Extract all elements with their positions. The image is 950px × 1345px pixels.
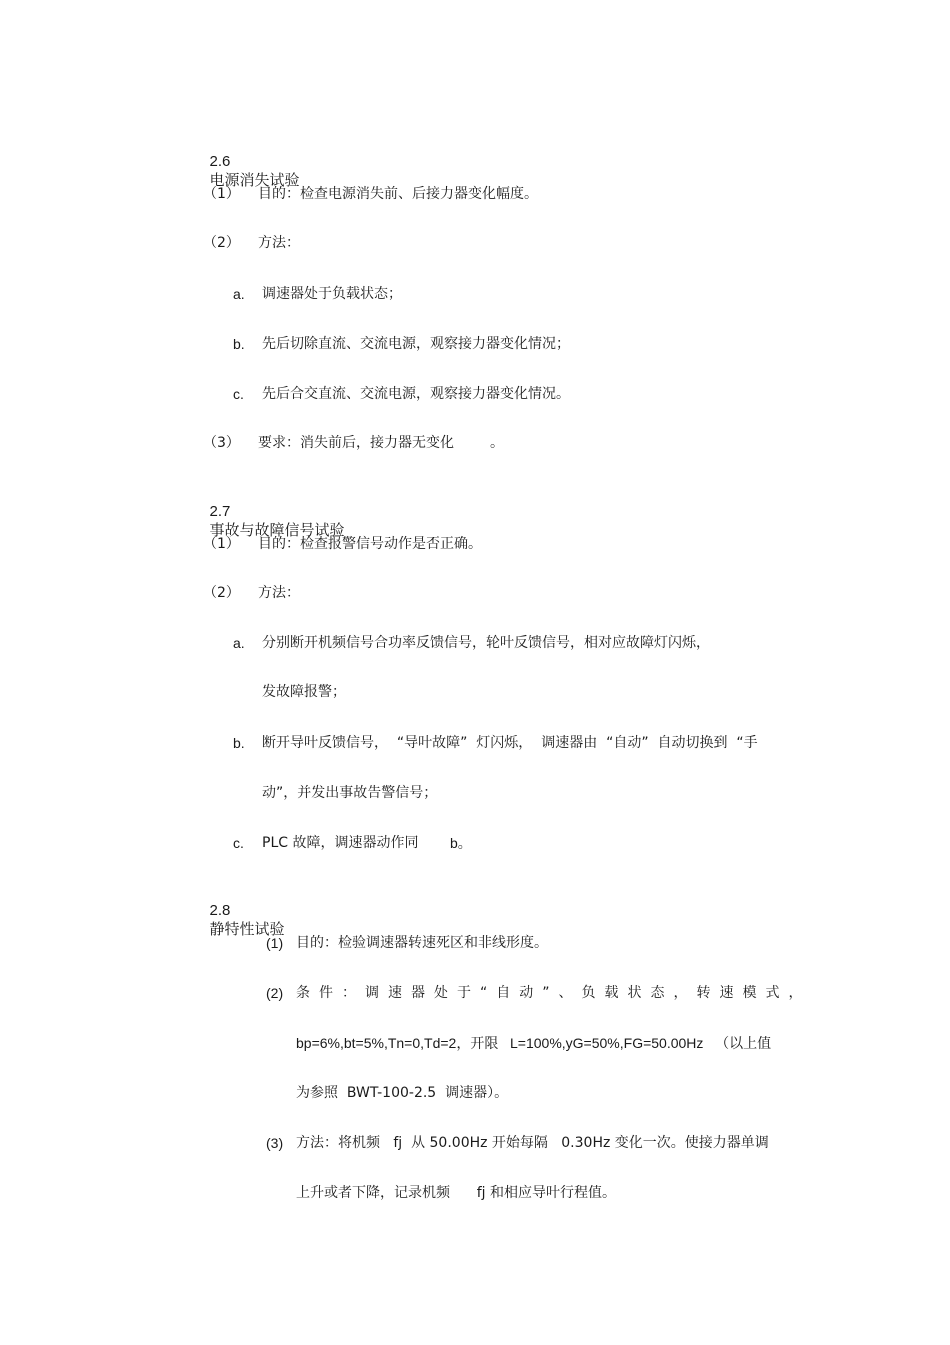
section-number: 2.8 <box>209 902 231 919</box>
item-number: (3) <box>266 1135 284 1151</box>
section-heading-2-6 <box>200 134 300 189</box>
item-text: 目的：检查电源消失前、后接力器变化幅度。 <box>258 186 538 202</box>
item-text: 条件：调速器处于“自动”、负载状态，转速模式， <box>296 985 812 1001</box>
sub-item-mark: a. <box>233 635 245 651</box>
sub-item-mark: c. <box>233 835 244 851</box>
item-text: 方法： <box>258 235 300 251</box>
item-text: 要求：消失前后，接力器无变化 <box>258 435 454 451</box>
item-number: （1） <box>203 186 240 202</box>
sub-item-mark: c. <box>233 386 244 402</box>
section-heading-2-7 <box>200 484 345 539</box>
item-number: (2) <box>266 985 284 1001</box>
section-number: 2.7 <box>209 503 231 520</box>
sub-item-text-cont: 动”，并发出事故告警信号； <box>262 785 438 801</box>
section-title: 静特性试验 <box>209 920 285 938</box>
sub-item-text: 分别断开机频信号合功率反馈信号，轮叶反馈信号，相对应故障灯闪烁， <box>262 635 710 651</box>
item-text-cont: bp=6%,bt=5%,Tn=0,Td=2，开限 L=100%,yG=50%,FG=50.00Hz （以上值 <box>296 1035 772 1051</box>
sub-item-text-end: b。 <box>450 835 472 851</box>
item-text: 方法：将机频 fj 从 50.00Hz 开始每隔 0.30Hz 变化一次。使接力器单调 <box>296 1135 769 1151</box>
item-number: （2） <box>203 585 240 601</box>
sub-item-text: 断开导叶反馈信号， “导叶故障” 灯闪烁， 调速器由 “自动” 自动切换到 “手 <box>262 735 758 751</box>
section-title: 事故与故障信号试验 <box>209 521 345 539</box>
item-number: （2） <box>203 235 240 251</box>
sub-item-text-cont: 发故障报警； <box>262 684 346 700</box>
sub-item-mark: b. <box>233 735 245 751</box>
sub-item-text: 调速器处于负载状态； <box>262 286 402 302</box>
sub-item-mark: b. <box>233 336 245 352</box>
item-number: （3） <box>203 435 240 451</box>
section-number: 2.6 <box>209 153 231 170</box>
sub-item-text: 先后合交直流、交流电源，观察接力器变化情况。 <box>262 386 570 402</box>
item-text: 目的：检查报警信号动作是否正确。 <box>258 536 482 552</box>
item-text: 目的：检验调速器转速死区和非线形度。 <box>296 935 548 951</box>
sub-item-text: 先后切除直流、交流电源，观察接力器变化情况； <box>262 336 570 352</box>
item-number: (1) <box>266 935 284 951</box>
item-number: （1） <box>203 536 240 552</box>
item-text-cont: 上升或者下降，记录机频 fj 和相应导叶行程值。 <box>296 1185 616 1201</box>
item-text: 方法： <box>258 585 300 601</box>
section-heading-2-8 <box>200 883 285 938</box>
section-title: 电源消失试验 <box>209 171 300 189</box>
item-text-cont: 为参照 BWT-100-2.5 调速器）。 <box>296 1085 509 1101</box>
sub-item-text: PLC 故障，调速器动作同 <box>262 835 419 851</box>
item-text-end: 。 <box>490 435 504 451</box>
sub-item-mark: a. <box>233 286 245 302</box>
